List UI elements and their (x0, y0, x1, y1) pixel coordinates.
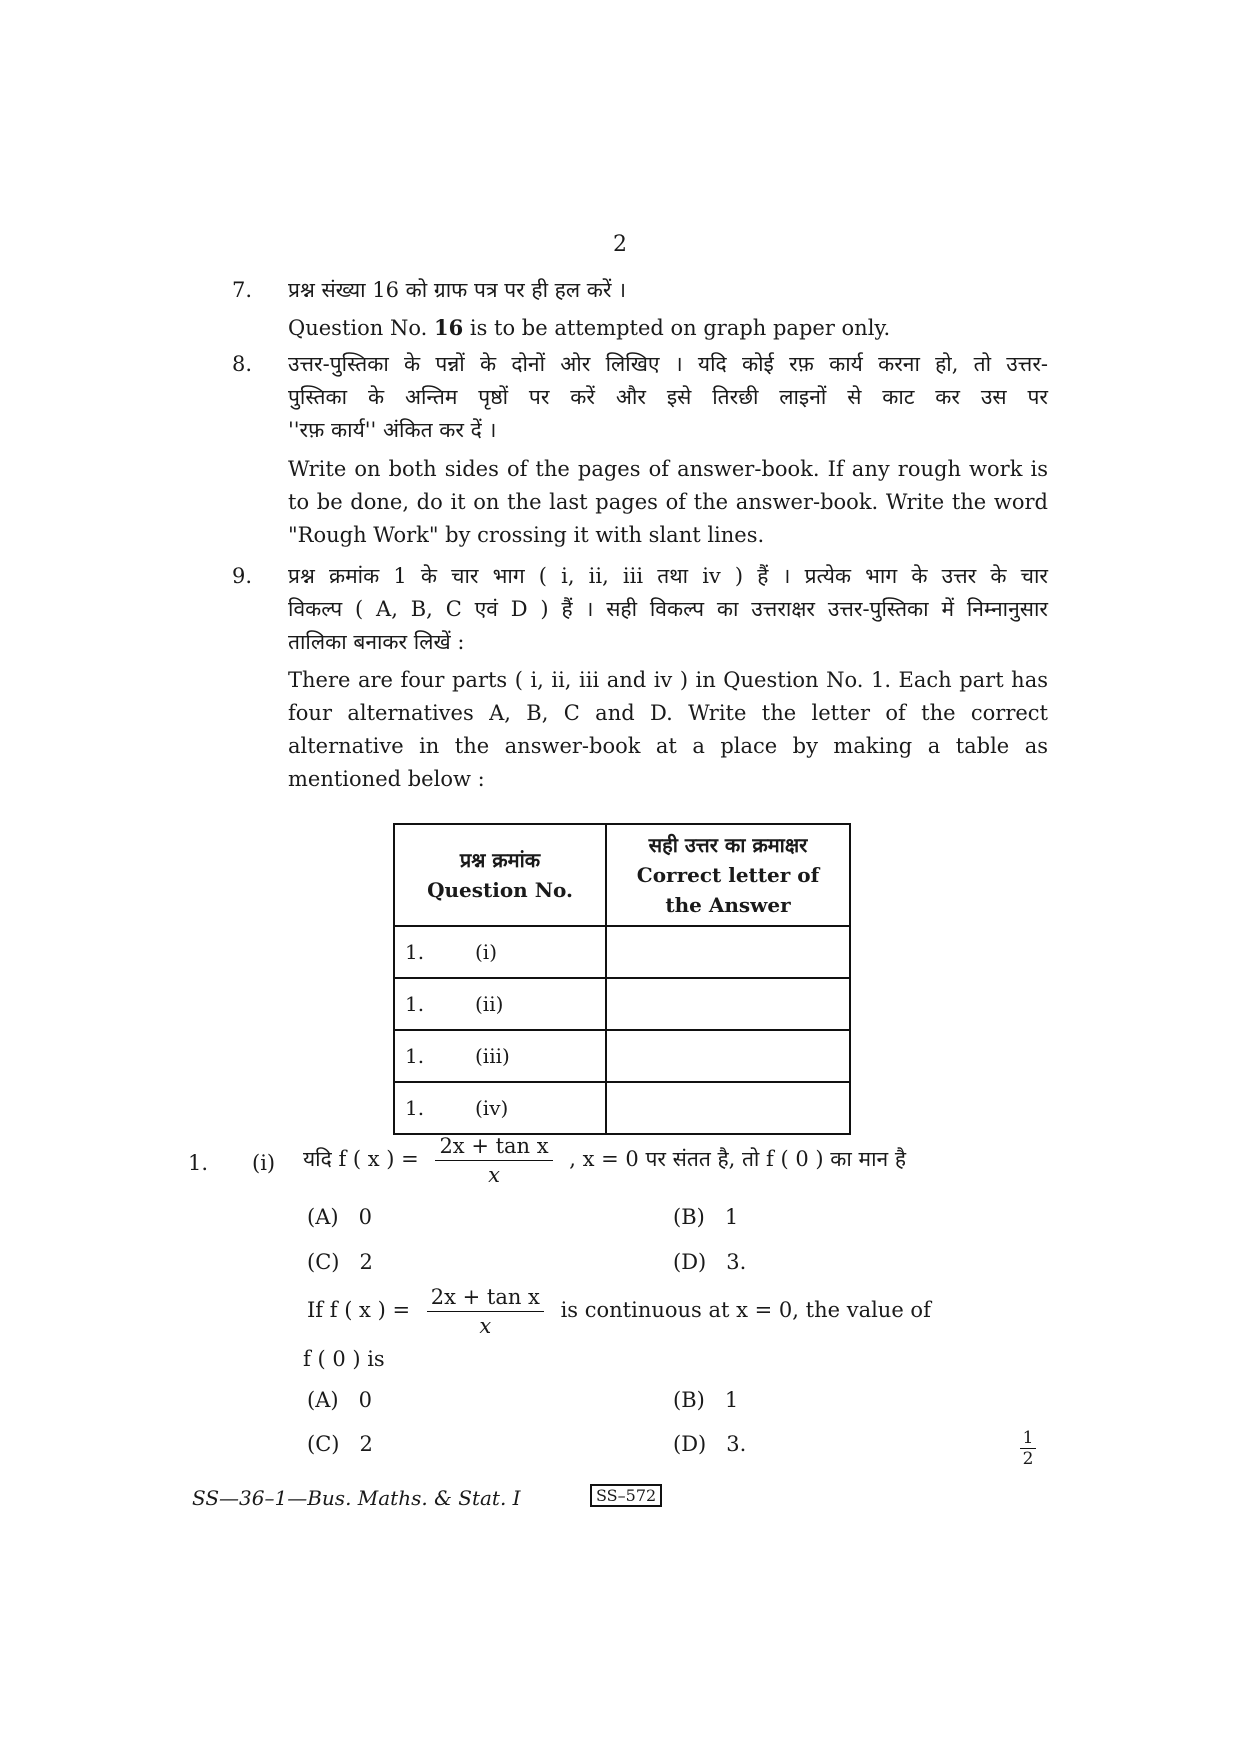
marks-denominator: 2 (1022, 1449, 1034, 1469)
option-label: (A) (307, 1388, 339, 1412)
instruction-7-english (288, 311, 1048, 345)
answer-table-header (394, 824, 850, 926)
marks (1020, 1428, 1036, 1469)
instruction-8-hindi-line2: पुस्तिका के अन्तिम पृष्ठों पर करें और इसे तिरछी लाइनों से काट कर उस पर (288, 385, 1048, 409)
row-question-number: 1. (405, 940, 425, 964)
footer-code: SS—36–1—Bus. Maths. & Stat. I (192, 1486, 521, 1510)
header-correct-letter-english-2: the Answer (665, 893, 791, 917)
row-question-number: 1. (405, 1096, 425, 1120)
row-question-number: 1. (405, 992, 425, 1016)
option-value: 3. (726, 1250, 747, 1274)
footer-box: SS–572 (590, 1484, 662, 1507)
option-value: 1 (724, 1205, 739, 1229)
question-english (307, 1283, 931, 1340)
header-correct-letter-hindi: सही उत्तर का क्रमाक्षर (648, 833, 808, 857)
header-correct-letter-english-1: Correct letter of (636, 863, 820, 887)
instruction-8-number: 8. (232, 352, 253, 376)
question-hindi-prefix: यदि f ( x ) = (303, 1147, 419, 1171)
option-b-en (673, 1388, 738, 1412)
question-english-prefix: If f ( x ) = (307, 1298, 411, 1322)
option-value: 2 (359, 1250, 373, 1274)
table-row (394, 926, 850, 978)
question-english-suffix: is continuous at x = 0, the value of (560, 1298, 931, 1322)
fraction-denominator: x (479, 1314, 492, 1338)
header-correct-letter (606, 824, 850, 926)
table-cell-answer (606, 926, 850, 978)
header-question-no-english: Question No. (427, 878, 573, 902)
option-a-en (307, 1388, 372, 1412)
row-part: (ii) (475, 992, 504, 1016)
option-value: 0 (358, 1388, 372, 1412)
row-question-number: 1. (405, 1044, 425, 1068)
instruction-7-hindi: प्रश्न संख्या 16 को ग्राफ पत्र पर ही हल करें । (288, 278, 627, 302)
table-cell-question (394, 926, 606, 978)
page-number: 2 (613, 232, 627, 257)
table-cell-answer (606, 978, 850, 1030)
table-row (394, 1030, 850, 1082)
header-question-no-hindi: प्रश्न क्रमांक (459, 848, 541, 872)
option-d-hi (673, 1250, 746, 1274)
instruction-9-hindi-line2: विकल्प ( A, B, C एवं D ) हैं । सही विकल्प का उत्तराक्षर उत्तर-पुस्तिका में निम्नानुसार (288, 597, 1048, 621)
question-hindi (303, 1132, 906, 1189)
question-hindi-suffix: , x = 0 पर संतत है, तो f ( 0 ) का मान है (569, 1147, 906, 1171)
option-value: 0 (358, 1205, 372, 1229)
row-part: (i) (475, 940, 498, 964)
header-question-no (394, 824, 606, 926)
option-label: (D) (673, 1250, 707, 1274)
option-a-hi (307, 1205, 372, 1229)
table-cell-question (394, 1082, 606, 1134)
instruction-7-number: 7. (232, 278, 253, 302)
instruction-7-english-pre: Question No. (288, 316, 434, 340)
table-row (394, 1082, 850, 1134)
row-part: (iii) (475, 1044, 510, 1068)
option-b-hi (673, 1205, 738, 1229)
instruction-9-hindi-line3: तालिका बनाकर लिखें : (288, 630, 465, 654)
option-d-en (673, 1432, 746, 1456)
question-english-line2: f ( 0 ) is (303, 1347, 385, 1371)
instruction-7-english-bold: 16 (433, 315, 464, 340)
instruction-9-english: There are four parts ( i, ii, iii and iv ) in Question No. 1. Each part has four alternatives A, B, C and D. Write the letter of the correct alternative in the answer-book at a place by making a table as mentioned below : (288, 668, 1048, 791)
option-value: 3. (726, 1432, 747, 1456)
footer-box-wrapper (590, 1486, 662, 1505)
instruction-8-hindi-line1: उत्तर-पुस्तिका के पन्नों के दोनों ओर लिखिए । यदि कोई रफ़ कार्य करना हो, तो उत्तर- (288, 352, 1048, 376)
fraction-denominator: x (488, 1163, 500, 1187)
instruction-9-number: 9. (232, 564, 253, 588)
row-part: (iv) (475, 1096, 509, 1120)
option-label: (A) (307, 1205, 339, 1229)
option-label: (B) (673, 1388, 705, 1412)
instruction-8-english: Write on both sides of the pages of answer-book. If any rough work is to be done, do it on the last pages of the answer-book. Write the word "Rough Work" by crossing it with slant lines. (288, 457, 1048, 547)
fraction-numerator: 2x + tan x (427, 1283, 544, 1312)
question-number: 1. (188, 1151, 209, 1175)
marks-numerator: 1 (1020, 1428, 1036, 1449)
instruction-9-hindi-line1: प्रश्न क्रमांक 1 के चार भाग ( i, ii, iii तथा iv ) हैं । प्रत्येक भाग के उत्तर के चार (288, 564, 1048, 588)
instruction-8-hindi-line3: ''रफ़ कार्य'' अंकित कर दें । (288, 418, 497, 442)
option-value: 2 (359, 1432, 373, 1456)
table-row (394, 978, 850, 1030)
option-value: 1 (724, 1388, 739, 1412)
option-label: (C) (307, 1250, 340, 1274)
fraction (427, 1283, 544, 1340)
option-label: (B) (673, 1205, 705, 1229)
option-c-hi (307, 1250, 373, 1274)
table-cell-answer (606, 1030, 850, 1082)
table-cell-answer (606, 1082, 850, 1134)
fraction (435, 1132, 552, 1189)
table-cell-question (394, 1030, 606, 1082)
fraction-numerator: 2x + tan x (435, 1132, 552, 1161)
option-c-en (307, 1432, 373, 1456)
instruction-7-english-post: is to be attempted on graph paper only. (463, 316, 891, 340)
question-part: (i) (252, 1151, 276, 1175)
answer-table (393, 823, 851, 1135)
option-label: (C) (307, 1432, 340, 1456)
table-cell-question (394, 978, 606, 1030)
option-label: (D) (673, 1432, 707, 1456)
